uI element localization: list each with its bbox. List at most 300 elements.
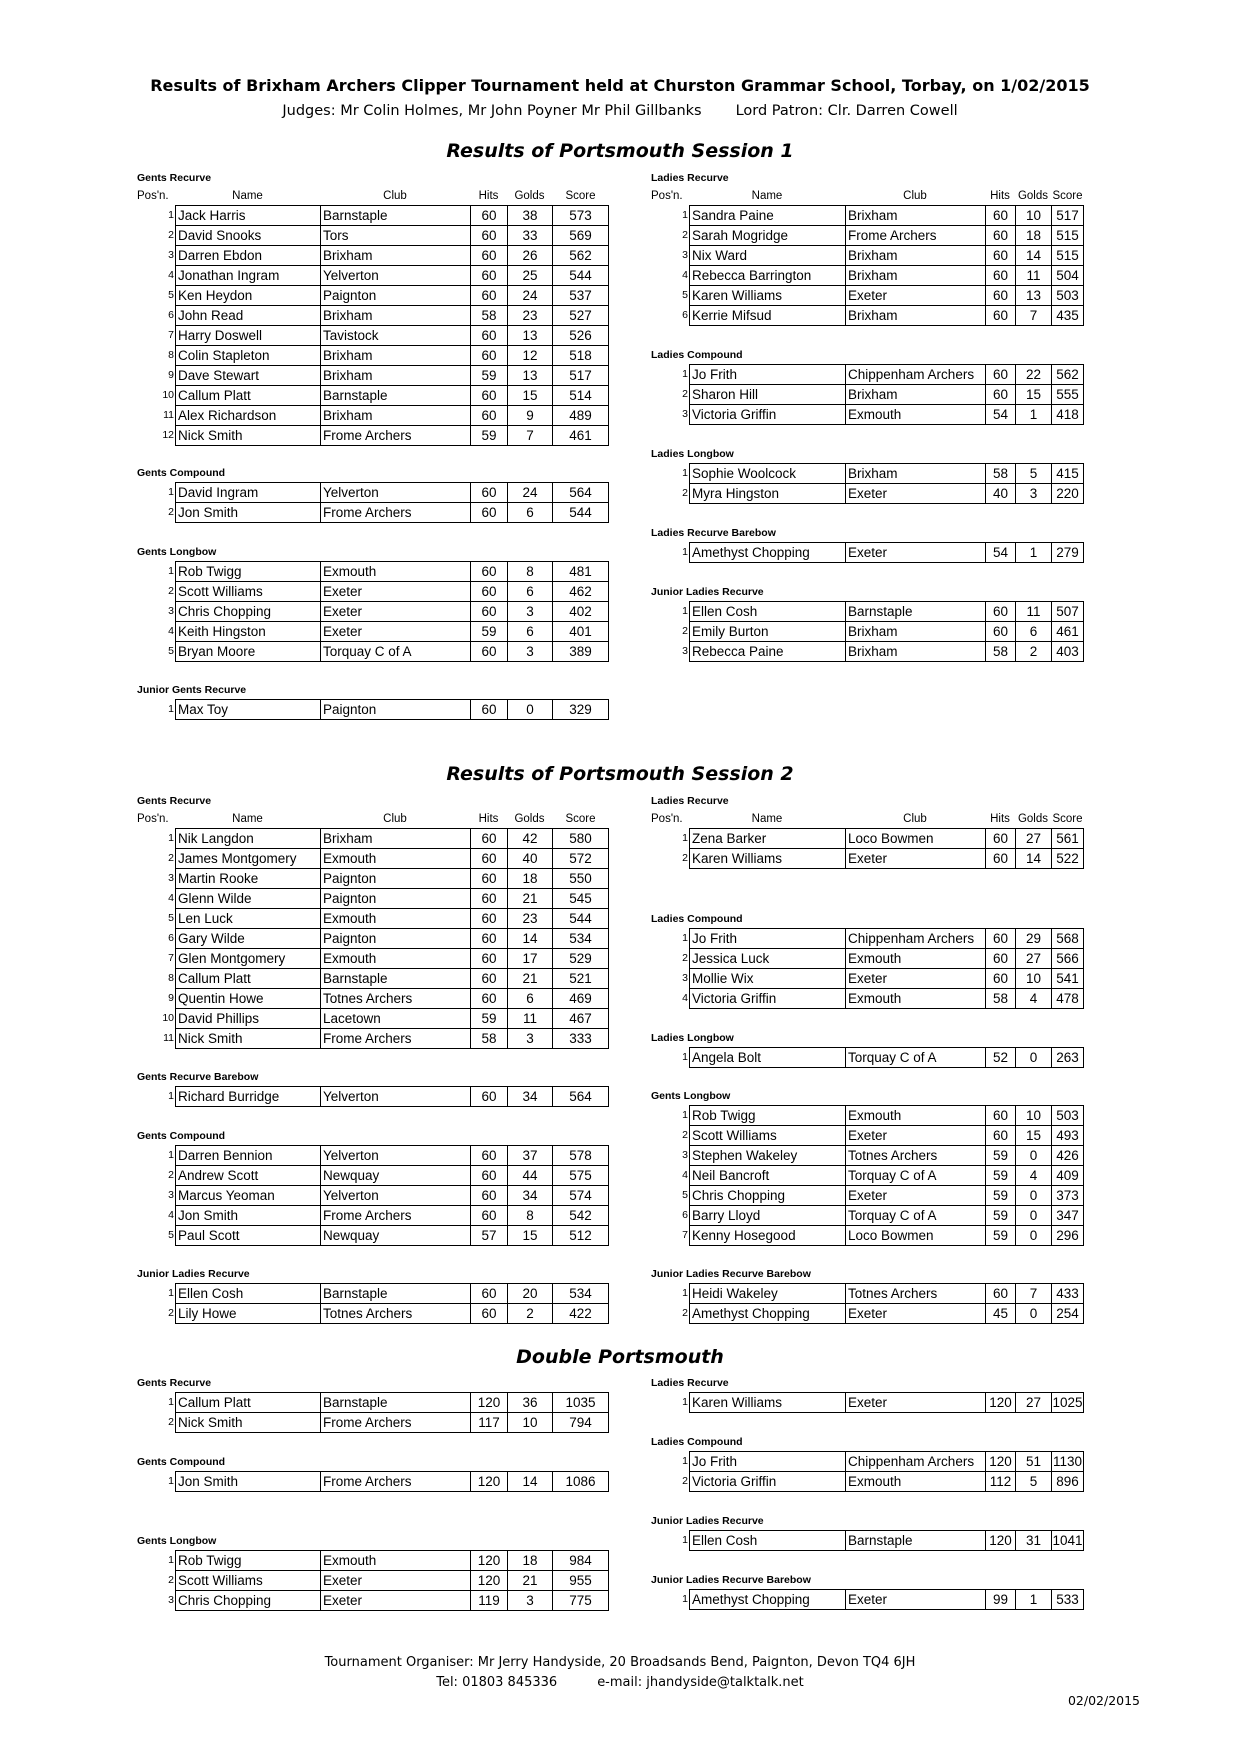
position-number: 1	[682, 1109, 688, 1121]
archer-name: Gary Wilde	[175, 928, 320, 948]
golds-value: 31	[1015, 1530, 1051, 1551]
section-title: Gents Recurve	[137, 172, 212, 184]
archer-club: Newquay	[320, 1225, 470, 1246]
score-value: 572	[552, 848, 609, 868]
table-row	[137, 225, 609, 245]
hits-value: 59	[985, 1165, 1015, 1185]
contact-line	[0, 1675, 1240, 1690]
position-number: 2	[168, 1307, 174, 1319]
archer-name: Glenn Wilde	[175, 888, 320, 908]
results-table	[137, 1453, 609, 1491]
score-value: 469	[552, 988, 609, 1008]
golds-value: 34	[507, 1185, 552, 1205]
position-number: 2	[682, 625, 688, 637]
archer-name: Kerrie Mifsud	[689, 305, 845, 326]
table-row	[137, 1008, 609, 1028]
table-row	[137, 205, 609, 225]
table-row	[651, 1105, 1084, 1125]
table-row	[137, 285, 609, 305]
hits-value: 60	[985, 225, 1015, 245]
position-number: 5	[682, 1189, 688, 1201]
score-value: 507	[1051, 601, 1084, 621]
hits-value: 60	[470, 1165, 507, 1185]
golds-value: 42	[507, 828, 552, 848]
score-value: 515	[1051, 225, 1084, 245]
hits-value: 60	[470, 1303, 507, 1324]
score-value: 435	[1051, 305, 1084, 326]
table-row	[651, 542, 1084, 562]
score-value: 461	[1051, 621, 1084, 641]
golds-value: 3	[507, 641, 552, 662]
hits-value: 60	[470, 581, 507, 601]
archer-name: Jo Frith	[689, 928, 845, 948]
archer-club: Torquay C of A	[845, 1047, 985, 1068]
column-header-score: Score	[565, 813, 596, 825]
position-number: 6	[168, 932, 174, 944]
column-header-hits: Hits	[478, 813, 499, 825]
table-body	[137, 205, 609, 445]
hits-value: 60	[470, 1086, 507, 1107]
score-value: 512	[552, 1225, 609, 1246]
archer-club: Brixham	[845, 205, 985, 225]
hits-value: 60	[985, 305, 1015, 326]
golds-value: 34	[507, 1086, 552, 1107]
section-title: Junior Ladies Recurve Barebow	[651, 1574, 811, 1586]
archer-club: Totnes Archers	[845, 1145, 985, 1165]
table-row	[651, 641, 1084, 661]
table-row	[137, 968, 609, 988]
table-row	[651, 1451, 1084, 1471]
position-number: 5	[168, 1229, 174, 1241]
golds-value: 33	[507, 225, 552, 245]
score-value: 566	[1051, 948, 1084, 968]
hits-value: 60	[470, 848, 507, 868]
archer-name: Rob Twigg	[689, 1105, 845, 1125]
hits-value: 60	[470, 405, 507, 425]
position-number: 1	[168, 1090, 174, 1102]
archer-club: Torquay C of A	[845, 1205, 985, 1225]
table-body	[137, 482, 609, 522]
hits-value: 120	[985, 1530, 1015, 1551]
score-value: 433	[1051, 1283, 1084, 1303]
archer-club: Brixham	[845, 265, 985, 285]
archer-club: Brixham	[320, 305, 470, 325]
hits-value: 60	[470, 385, 507, 405]
position-number: 1	[682, 368, 688, 380]
archer-club: Exeter	[845, 483, 985, 504]
position-number: 3	[168, 1189, 174, 1201]
archer-club: Chippenham Archers	[845, 364, 985, 384]
archer-name: Nick Smith	[175, 1028, 320, 1049]
archer-name: Darren Ebdon	[175, 245, 320, 265]
archer-name: Myra Hingston	[689, 483, 845, 504]
golds-value: 37	[507, 1145, 552, 1165]
score-value: 544	[552, 908, 609, 928]
table-row	[137, 345, 609, 365]
archer-club: Totnes Archers	[320, 1303, 470, 1324]
position-number: 8	[168, 972, 174, 984]
archer-club: Tors	[320, 225, 470, 245]
column-header-pos: Pos'n.	[651, 190, 683, 202]
table-body	[651, 542, 1084, 562]
archer-club: Exeter	[845, 848, 985, 869]
table-row	[137, 1165, 609, 1185]
column-headers	[137, 810, 609, 828]
hits-value: 58	[470, 1028, 507, 1049]
golds-value: 27	[1015, 828, 1051, 848]
table-row	[137, 482, 609, 502]
golds-value: 17	[507, 948, 552, 968]
score-value: 542	[552, 1205, 609, 1225]
patron-text: Lord Patron: Clr. Darren Cowell	[735, 103, 958, 119]
golds-value: 11	[1015, 601, 1051, 621]
double-portsmouth-title: Double Portsmouth	[516, 1346, 724, 1368]
golds-value: 10	[1015, 205, 1051, 225]
position-number: 6	[682, 1209, 688, 1221]
table-body	[651, 828, 1084, 868]
column-header-score: Score	[1052, 190, 1083, 202]
position-number: 1	[682, 605, 688, 617]
archer-club: Lacetown	[320, 1008, 470, 1028]
score-value: 263	[1051, 1047, 1084, 1068]
golds-value: 25	[507, 265, 552, 285]
golds-value: 0	[1015, 1047, 1051, 1068]
hits-value: 60	[470, 968, 507, 988]
hits-value: 60	[985, 968, 1015, 988]
archer-club: Barnstaple	[320, 205, 470, 225]
archer-club: Exeter	[320, 621, 470, 641]
archer-name: Neil Bancroft	[689, 1165, 845, 1185]
hits-value: 59	[985, 1185, 1015, 1205]
table-body	[651, 1105, 1084, 1245]
archer-club: Torquay C of A	[845, 1165, 985, 1185]
hits-value: 60	[470, 988, 507, 1008]
hits-value: 58	[985, 988, 1015, 1009]
table-row	[137, 948, 609, 968]
archer-club: Exmouth	[845, 988, 985, 1009]
section-title: Gents Compound	[137, 1130, 226, 1142]
position-number: 2	[682, 1475, 688, 1487]
table-row	[651, 1185, 1084, 1205]
golds-value: 14	[507, 1471, 552, 1492]
archer-club: Brixham	[320, 245, 470, 265]
table-row	[651, 463, 1084, 483]
results-table	[651, 583, 1084, 661]
section-title: Junior Ladies Recurve	[651, 1515, 764, 1527]
table-row	[651, 305, 1084, 325]
score-value: 409	[1051, 1165, 1084, 1185]
golds-value: 18	[507, 1550, 552, 1570]
archer-name: Zena Barker	[689, 828, 845, 848]
golds-value: 14	[1015, 245, 1051, 265]
column-header-golds: Golds	[1017, 813, 1049, 825]
archer-name: Stephen Wakeley	[689, 1145, 845, 1165]
hits-value: 60	[470, 265, 507, 285]
score-value: 521	[552, 968, 609, 988]
archer-club: Exeter	[845, 1303, 985, 1324]
score-value: 984	[552, 1550, 609, 1570]
position-number: 2	[168, 1169, 174, 1181]
score-value: 555	[1051, 384, 1084, 404]
hits-value: 60	[470, 948, 507, 968]
hits-value: 60	[470, 1145, 507, 1165]
position-number: 9	[168, 992, 174, 1004]
hits-value: 60	[470, 325, 507, 345]
score-value: 517	[1051, 205, 1084, 225]
archer-club: Exmouth	[845, 1471, 985, 1492]
archer-name: John Read	[175, 305, 320, 325]
score-value: 373	[1051, 1185, 1084, 1205]
golds-value: 0	[507, 699, 552, 720]
position-number: 1	[682, 1396, 688, 1408]
column-header-pos: Pos'n.	[137, 190, 169, 202]
archer-club: Loco Bowmen	[845, 1225, 985, 1246]
archer-name: Andrew Scott	[175, 1165, 320, 1185]
score-value: 568	[1051, 928, 1084, 948]
results-table	[137, 464, 609, 522]
score-value: 955	[552, 1570, 609, 1590]
archer-club: Brixham	[845, 245, 985, 265]
archer-club: Exeter	[320, 1570, 470, 1590]
archer-name: Ellen Cosh	[689, 601, 845, 621]
score-value: 562	[1051, 364, 1084, 384]
golds-value: 36	[507, 1392, 552, 1412]
document-date: 02/02/2015	[1067, 1693, 1140, 1708]
score-value: 462	[552, 581, 609, 601]
score-value: 254	[1051, 1303, 1084, 1324]
archer-club: Brixham	[845, 621, 985, 641]
golds-value: 24	[507, 482, 552, 502]
table-row	[137, 561, 609, 581]
archer-club: Exmouth	[320, 1550, 470, 1570]
archer-club: Exeter	[320, 1590, 470, 1611]
table-row	[137, 1145, 609, 1165]
results-table	[651, 1374, 1084, 1412]
table-row	[137, 1570, 609, 1590]
archer-name: Karen Williams	[689, 285, 845, 305]
golds-value: 15	[507, 1225, 552, 1246]
table-row	[651, 1125, 1084, 1145]
golds-value: 27	[1015, 948, 1051, 968]
table-row	[651, 1589, 1084, 1609]
archer-club: Paignton	[320, 285, 470, 305]
hits-value: 60	[470, 205, 507, 225]
table-row	[137, 888, 609, 908]
column-header-hits: Hits	[478, 190, 499, 202]
table-row	[651, 1145, 1084, 1165]
golds-value: 29	[1015, 928, 1051, 948]
table-row	[137, 988, 609, 1008]
golds-value: 1	[1015, 404, 1051, 425]
archer-name: Rebecca Barrington	[689, 265, 845, 285]
archer-name: Callum Platt	[175, 968, 320, 988]
archer-name: Kenny Hosegood	[689, 1225, 845, 1246]
archer-name: Nick Smith	[175, 1412, 320, 1433]
archer-club: Exeter	[320, 601, 470, 621]
table-body	[651, 1283, 1084, 1323]
section-title: Gents Recurve	[137, 795, 212, 807]
score-value: 544	[552, 265, 609, 285]
hits-value: 58	[985, 463, 1015, 483]
position-number: 3	[682, 408, 688, 420]
archer-name: Barry Lloyd	[689, 1205, 845, 1225]
position-number: 1	[682, 832, 688, 844]
table-row	[137, 928, 609, 948]
hits-value: 120	[985, 1451, 1015, 1471]
results-table	[137, 681, 609, 719]
archer-name: Chris Chopping	[175, 1590, 320, 1611]
table-row	[651, 1303, 1084, 1323]
table-row	[651, 1471, 1084, 1491]
position-number: 3	[682, 972, 688, 984]
hits-value: 60	[985, 265, 1015, 285]
column-header-name: Name	[751, 813, 783, 825]
golds-value: 38	[507, 205, 552, 225]
archer-club: Frome Archers	[845, 225, 985, 245]
position-number: 4	[168, 1209, 174, 1221]
results-table	[651, 1265, 1084, 1323]
table-row	[651, 483, 1084, 503]
score-value: 1041	[1051, 1530, 1084, 1551]
golds-value: 9	[507, 405, 552, 425]
position-number: 3	[168, 1594, 174, 1606]
archer-club: Exmouth	[845, 948, 985, 968]
hits-value: 59	[470, 621, 507, 641]
hits-value: 40	[985, 483, 1015, 504]
position-number: 6	[682, 309, 688, 321]
results-table	[137, 169, 609, 445]
golds-value: 1	[1015, 542, 1051, 563]
table-row	[137, 908, 609, 928]
section-title: Gents Longbow	[137, 1535, 217, 1547]
hits-value: 59	[985, 1145, 1015, 1165]
archer-club: Frome Archers	[320, 1205, 470, 1225]
golds-value: 11	[1015, 265, 1051, 285]
golds-value: 51	[1015, 1451, 1051, 1471]
score-value: 329	[552, 699, 609, 720]
score-value: 478	[1051, 988, 1084, 1009]
hits-value: 60	[470, 561, 507, 581]
score-value: 517	[552, 365, 609, 385]
table-row	[137, 305, 609, 325]
golds-value: 13	[1015, 285, 1051, 305]
score-value: 527	[552, 305, 609, 325]
table-row	[137, 641, 609, 661]
table-row	[651, 205, 1084, 225]
golds-value: 8	[507, 561, 552, 581]
position-number: 2	[682, 487, 688, 499]
position-number: 10	[162, 389, 174, 401]
archer-club: Yelverton	[320, 265, 470, 285]
archer-name: Harry Doswell	[175, 325, 320, 345]
position-number: 1	[168, 832, 174, 844]
archer-name: Karen Williams	[689, 848, 845, 869]
score-value: 418	[1051, 404, 1084, 425]
archer-name: Victoria Griffin	[689, 988, 845, 1009]
score-value: 279	[1051, 542, 1084, 563]
archer-name: Rebecca Paine	[689, 641, 845, 662]
position-number: 2	[682, 1307, 688, 1319]
results-table	[651, 524, 1084, 562]
section-title: Ladies Recurve	[651, 172, 729, 184]
column-header-score: Score	[1052, 813, 1083, 825]
position-number: 1	[682, 1051, 688, 1063]
score-value: 489	[552, 405, 609, 425]
golds-value: 6	[507, 502, 552, 523]
archer-name: Jack Harris	[175, 205, 320, 225]
golds-value: 26	[507, 245, 552, 265]
hits-value: 54	[985, 542, 1015, 563]
column-header-pos: Pos'n.	[651, 813, 683, 825]
position-number: 2	[168, 1574, 174, 1586]
table-body	[137, 1471, 609, 1491]
column-header-golds: Golds	[514, 813, 545, 825]
hits-value: 60	[470, 601, 507, 621]
archer-club: Barnstaple	[845, 601, 985, 621]
hits-value: 60	[470, 225, 507, 245]
section-title: Gents Recurve Barebow	[137, 1071, 259, 1083]
golds-value: 14	[1015, 848, 1051, 869]
archer-club: Brixham	[320, 345, 470, 365]
score-value: 504	[1051, 265, 1084, 285]
hits-value: 60	[470, 1205, 507, 1225]
archer-club: Chippenham Archers	[845, 928, 985, 948]
score-value: 564	[552, 1086, 609, 1107]
table-row	[137, 1590, 609, 1610]
score-value: 333	[552, 1028, 609, 1049]
table-row	[137, 405, 609, 425]
archer-name: David Snooks	[175, 225, 320, 245]
table-body	[651, 601, 1084, 661]
score-value: 550	[552, 868, 609, 888]
score-value: 537	[552, 285, 609, 305]
archer-name: Ken Heydon	[175, 285, 320, 305]
score-value: 389	[552, 641, 609, 662]
session-1-title: Results of Portsmouth Session 1	[446, 140, 794, 162]
golds-value: 21	[507, 968, 552, 988]
table-body	[651, 205, 1084, 325]
golds-value: 22	[1015, 364, 1051, 384]
score-value: 296	[1051, 1225, 1084, 1246]
table-row	[137, 1028, 609, 1048]
results-table	[651, 169, 1084, 325]
hits-value: 59	[470, 1008, 507, 1028]
hits-value: 52	[985, 1047, 1015, 1068]
table-row	[651, 848, 1084, 868]
archer-name: Bryan Moore	[175, 641, 320, 662]
column-header-score: Score	[565, 190, 596, 202]
archer-name: Colin Stapleton	[175, 345, 320, 365]
archer-club: Frome Archers	[320, 502, 470, 523]
golds-value: 4	[1015, 988, 1051, 1009]
table-body	[651, 463, 1084, 503]
table-row	[651, 1392, 1084, 1412]
column-header-club: Club	[903, 190, 927, 202]
table-body	[651, 1589, 1084, 1609]
section-title: Ladies Compound	[651, 1436, 743, 1448]
column-header-golds: Golds	[514, 190, 545, 202]
score-value: 401	[552, 621, 609, 641]
golds-value: 0	[1015, 1205, 1051, 1225]
position-number: 2	[682, 952, 688, 964]
golds-value: 15	[1015, 1125, 1051, 1145]
column-headers	[651, 187, 1084, 205]
column-header-club: Club	[383, 813, 407, 825]
position-number: 1	[168, 1475, 174, 1487]
position-number: 3	[168, 605, 174, 617]
table-row	[651, 1165, 1084, 1185]
golds-value: 10	[1015, 1105, 1051, 1125]
